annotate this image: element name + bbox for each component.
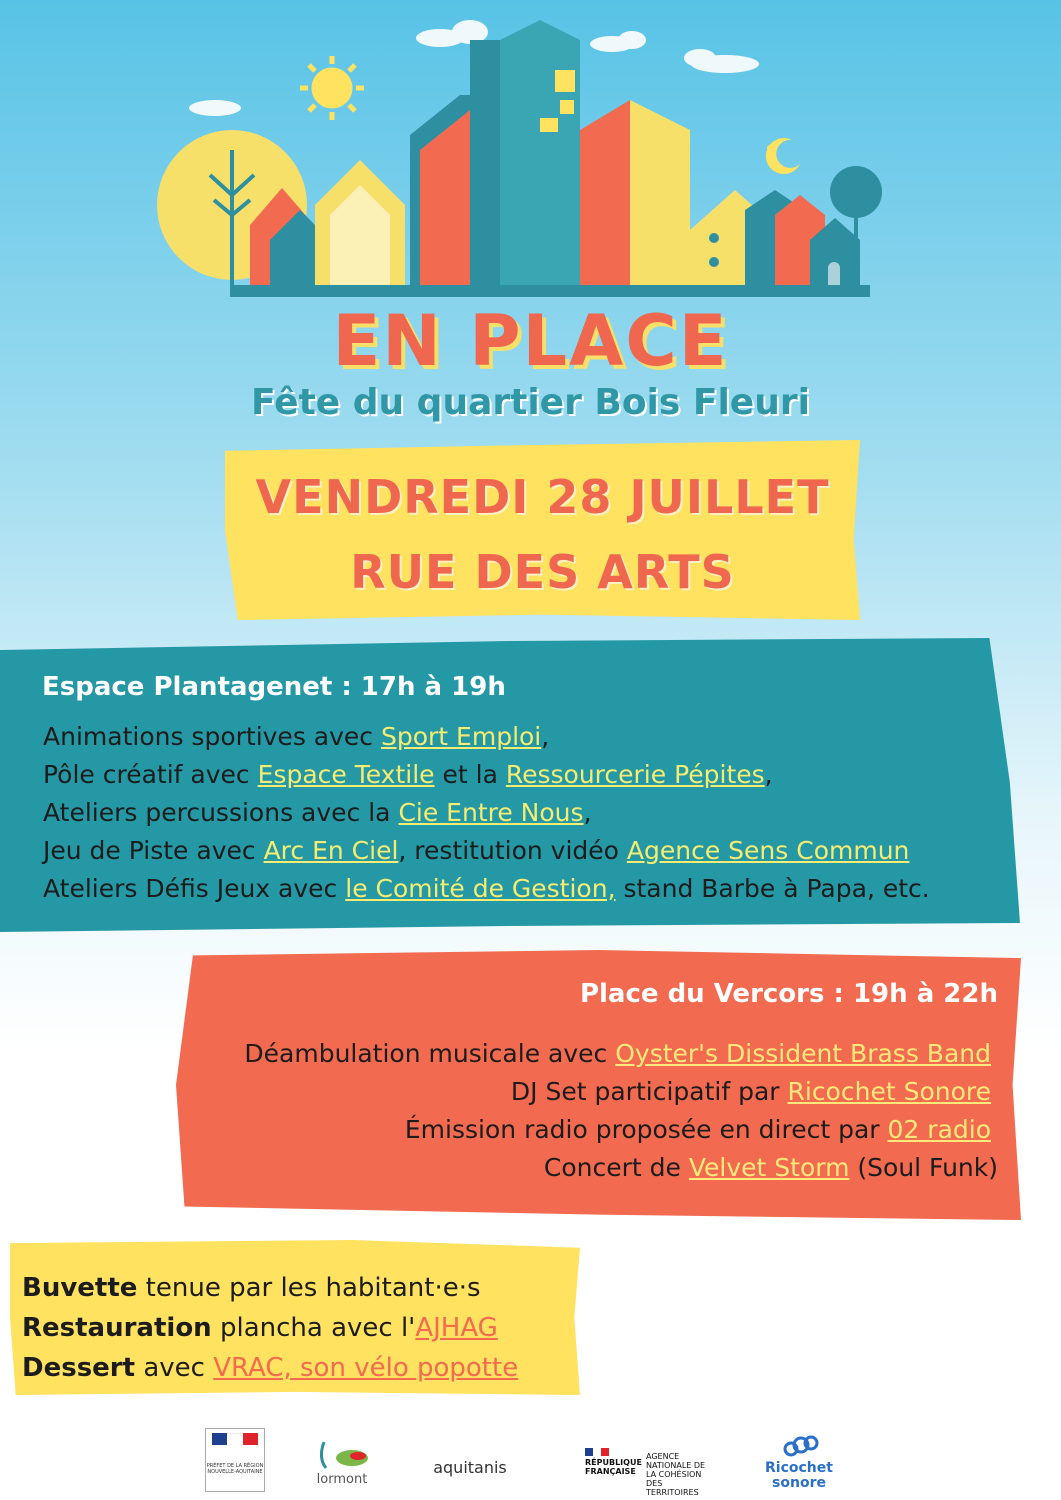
- aquitanis-logo-text: aquitanis: [433, 1458, 507, 1477]
- event-subtitle: Fête du quartier Bois Fleuri: [251, 382, 810, 423]
- link-arc-en-ciel[interactable]: Arc En Ciel: [263, 836, 399, 865]
- leaf-icon: [312, 1440, 372, 1470]
- line-text: ,: [583, 798, 592, 827]
- line-text: Ateliers Défis Jeux avec: [43, 874, 346, 903]
- prefet-logo: [205, 1428, 265, 1492]
- line-text: Ateliers percussions avec la: [43, 798, 399, 827]
- sun-icon: [300, 56, 364, 120]
- link-velvet-storm[interactable]: Velvet Storm: [688, 1153, 850, 1182]
- line-bold: Dessert: [22, 1353, 136, 1383]
- link-ressourcerie-pepites[interactable]: Ressourcerie Pépites: [505, 760, 765, 789]
- plantagenet-line-2: [43, 757, 773, 793]
- plantagenet-line-1: [43, 719, 549, 755]
- line-text: ,: [764, 760, 773, 789]
- lormont-logo-text: lormont: [316, 1472, 368, 1487]
- city-illustration: [0, 0, 1061, 310]
- plantagenet-line-4: [43, 833, 909, 869]
- vercors-line-2: [511, 1074, 991, 1110]
- plantagenet-title: Espace Plantagenet : 17h à 19h: [42, 672, 506, 702]
- link-02-radio[interactable]: 02 radio: [887, 1115, 991, 1144]
- line-text: ,: [541, 722, 550, 751]
- link-agence-sens-commun[interactable]: Agence Sens Commun: [626, 836, 910, 865]
- line-text: Déambulation musicale avec: [244, 1039, 616, 1068]
- food-line-dessert: [22, 1348, 518, 1388]
- anct-logo-text: AGENCE NATIONALE DE LA COHÉSION DES TERRITOIRES: [646, 1452, 706, 1497]
- line-text: avec: [135, 1353, 214, 1383]
- line-text: Animations sportives avec: [43, 722, 381, 751]
- link-oysters-brass-band[interactable]: Oyster's Dissident Brass Band: [615, 1039, 991, 1068]
- ripple-icon: [779, 1435, 819, 1457]
- line-text: plancha avec l': [211, 1313, 416, 1343]
- prefet-logo-text: PRÉFET DE LA RÉGION NOUVELLE-AQUITAINE: [206, 1463, 264, 1475]
- line-text: Jeu de Piste avec: [43, 836, 264, 865]
- plantagenet-line-3: [43, 795, 592, 831]
- link-comite-de-gestion[interactable]: le Comité de Gestion,: [345, 874, 616, 903]
- lormont-logo: [312, 1440, 372, 1490]
- republique-logo: [585, 1448, 640, 1476]
- event-location: RUE DES ARTS: [350, 545, 735, 599]
- republique-logo-text: RÉPUBLIQUE FRANÇAISE: [585, 1458, 642, 1476]
- link-ajhag[interactable]: AJHAG: [415, 1313, 498, 1343]
- ricochet-logo-text-2: sonore: [772, 1475, 826, 1491]
- link-sport-emploi[interactable]: Sport Emploi: [380, 722, 542, 751]
- event-date: VENDREDI 28 JUILLET: [255, 470, 830, 524]
- line-text: Concert de: [543, 1153, 689, 1182]
- line-text: DJ Set participatif par: [510, 1077, 788, 1106]
- food-line-restauration: [22, 1308, 498, 1348]
- link-vrac[interactable]: VRAC, son vélo popotte: [213, 1353, 519, 1383]
- ricochet-logo-text-1: Ricochet: [765, 1460, 833, 1476]
- line-text: tenue par les habitant·e·s: [137, 1273, 481, 1303]
- line-bold: Restauration: [22, 1313, 212, 1343]
- vercors-line-4: [544, 1150, 998, 1186]
- anct-logo: [646, 1452, 716, 1497]
- food-line-buvette: [22, 1268, 481, 1308]
- vercors-line-1: [244, 1036, 991, 1072]
- vercors-title: Place du Vercors : 19h à 22h: [579, 979, 998, 1009]
- line-text: , restitution vidéo: [398, 836, 627, 865]
- link-cie-entre-nous[interactable]: Cie Entre Nous: [398, 798, 584, 827]
- line-text: Émission radio proposée en direct par: [404, 1115, 888, 1144]
- line-text: (Soul Funk): [849, 1153, 998, 1182]
- ricochet-sonore-logo: [758, 1435, 840, 1491]
- line-text: et la: [434, 760, 506, 789]
- line-text: stand Barbe à Papa, etc.: [615, 874, 930, 903]
- aquitanis-logo: [425, 1458, 515, 1477]
- line-text: Pôle créatif avec: [43, 760, 258, 789]
- vercors-line-3: [405, 1112, 991, 1148]
- event-title: EN PLACE: [332, 300, 729, 382]
- plantagenet-line-5: [43, 871, 930, 907]
- link-ricochet-sonore[interactable]: Ricochet Sonore: [787, 1077, 991, 1106]
- link-espace-textile[interactable]: Espace Textile: [257, 760, 435, 789]
- line-bold: Buvette: [22, 1273, 138, 1303]
- moon-icon: [766, 138, 800, 174]
